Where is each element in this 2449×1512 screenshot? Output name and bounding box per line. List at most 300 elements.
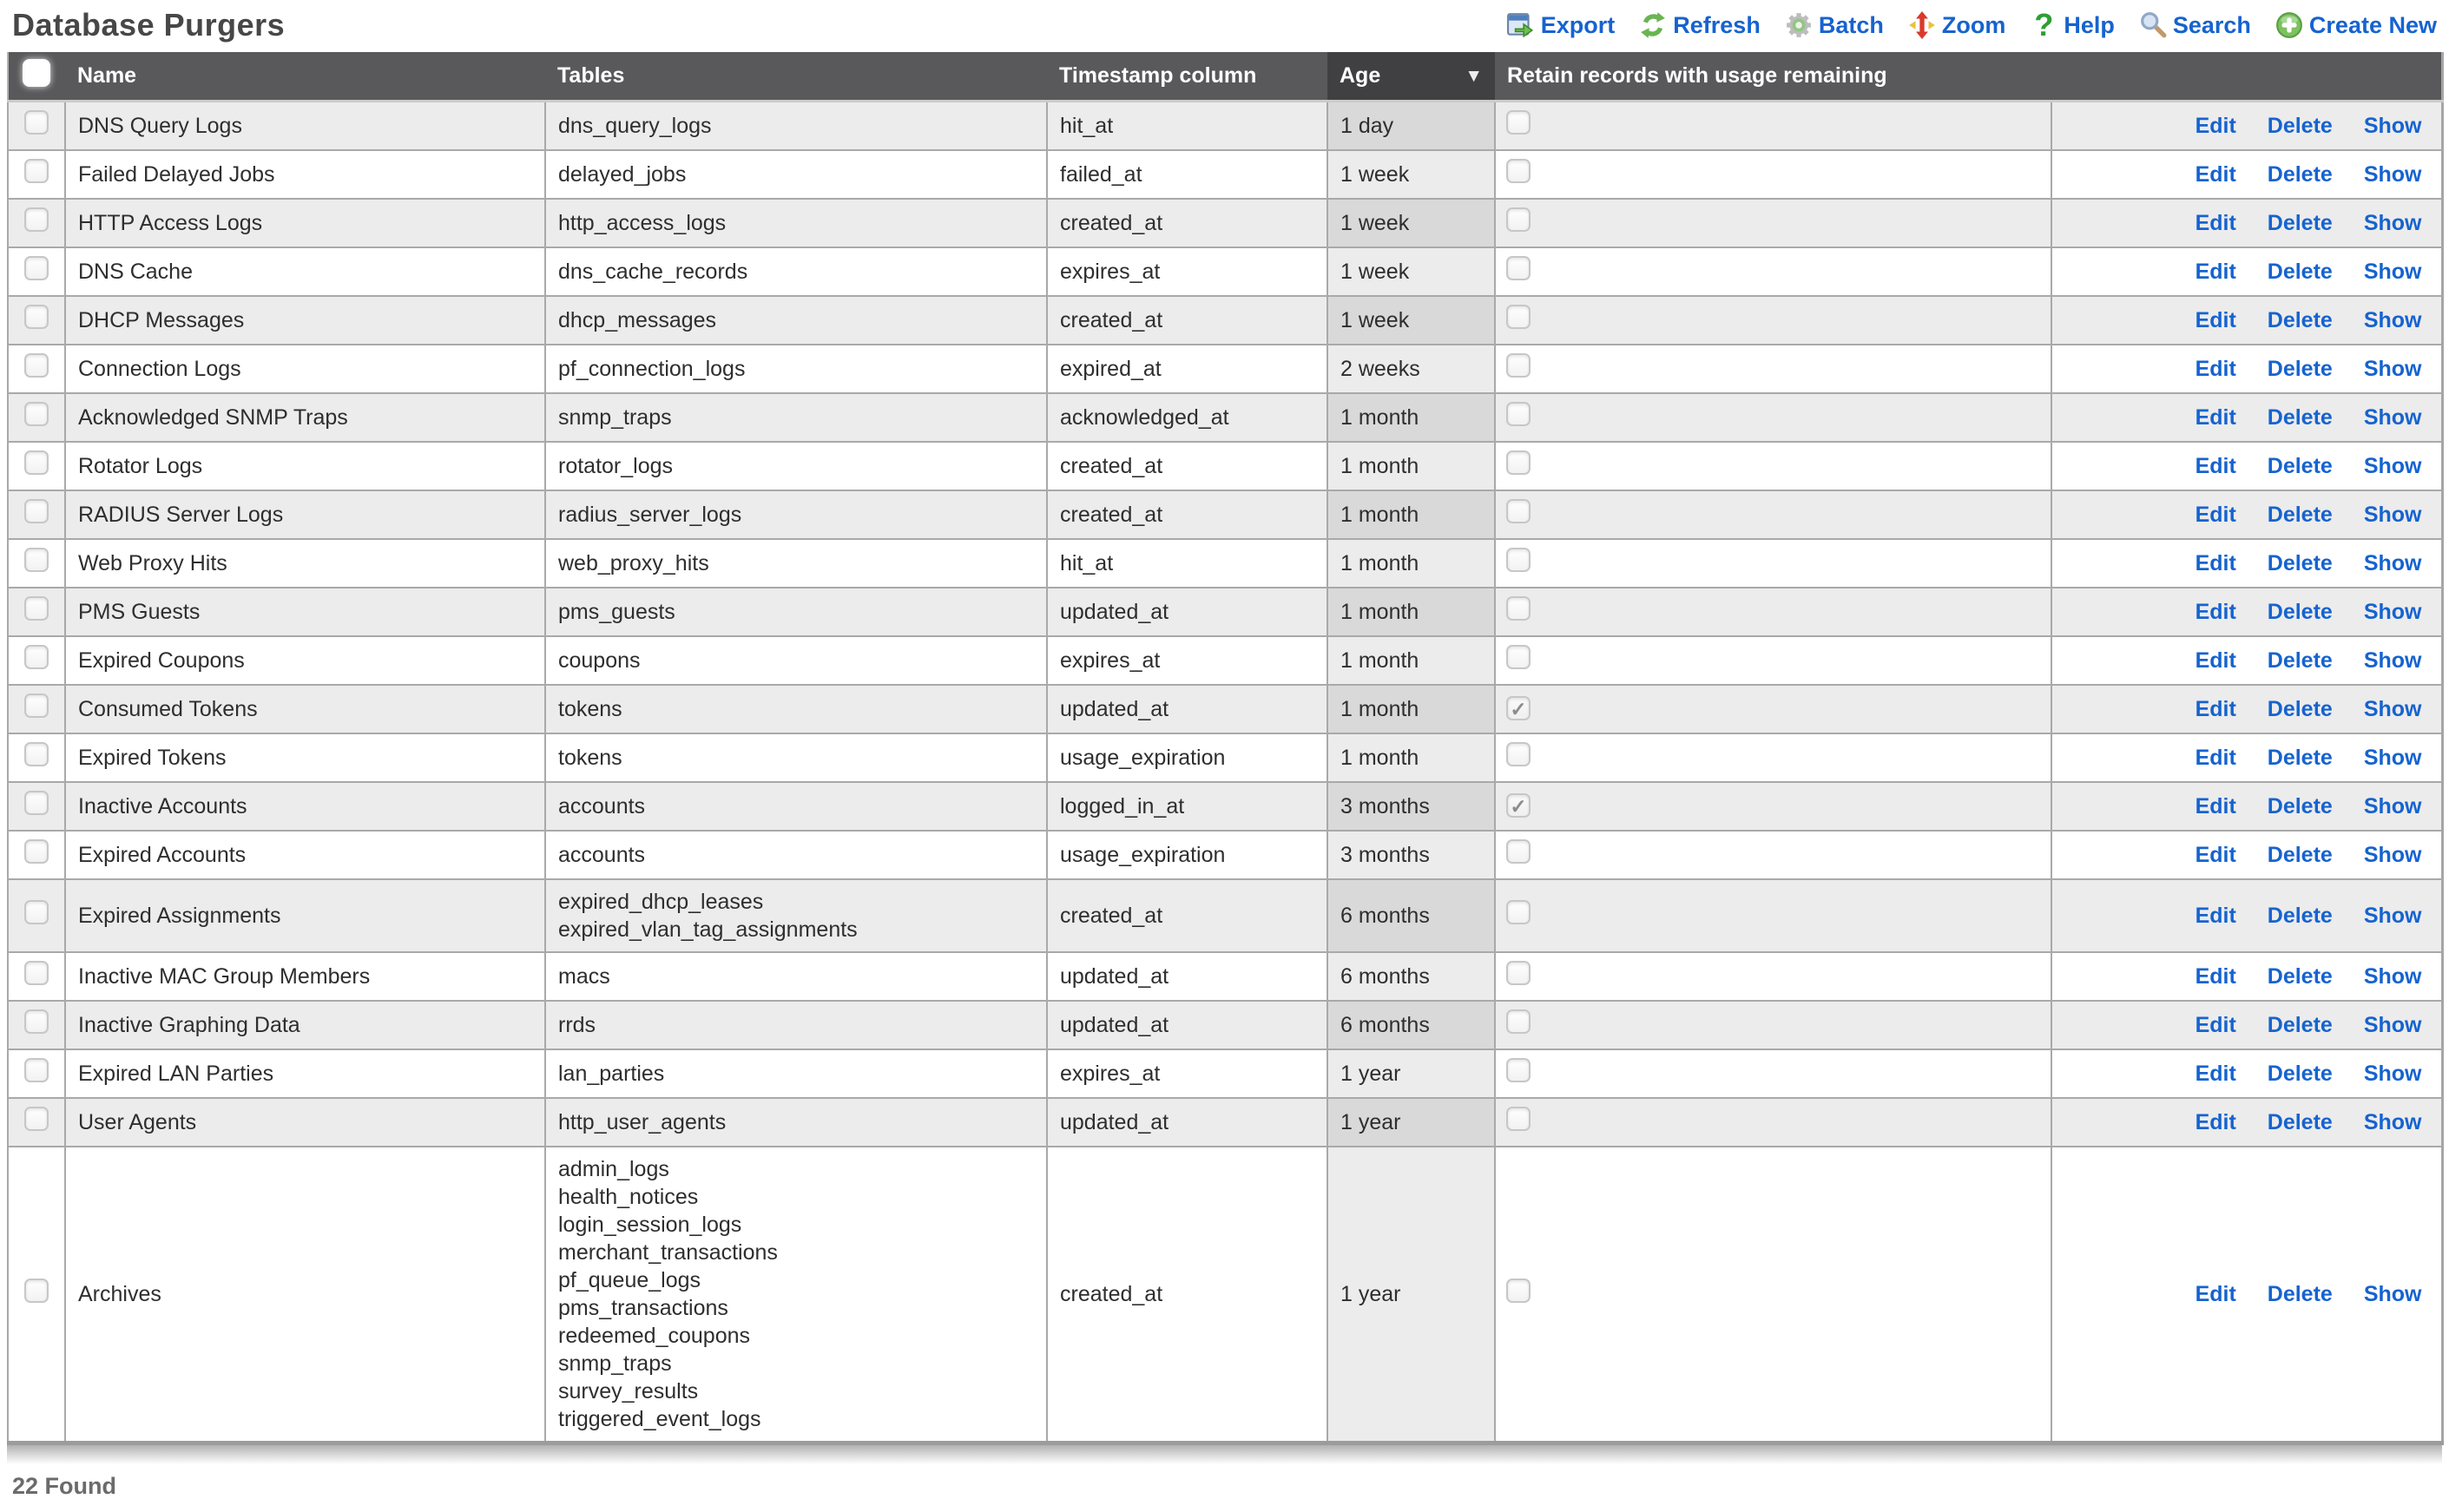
row-name: Rotator Logs bbox=[65, 442, 545, 490]
row-name: Acknowledged SNMP Traps bbox=[65, 393, 545, 442]
sort-desc-icon: ▼ bbox=[1465, 66, 1483, 86]
retain-checkbox[interactable] bbox=[1506, 353, 1531, 378]
delete-link[interactable]: Delete bbox=[2267, 600, 2333, 624]
edit-link[interactable]: Edit bbox=[2195, 405, 2236, 430]
show-link[interactable]: Show bbox=[2363, 503, 2422, 527]
create-new-icon bbox=[2275, 11, 2303, 39]
row-tables bbox=[545, 733, 1047, 782]
row-checkbox[interactable] bbox=[24, 450, 49, 475]
row-actions bbox=[2051, 247, 2442, 296]
edit-link[interactable]: Edit bbox=[2195, 904, 2236, 928]
row-checkbox[interactable] bbox=[24, 900, 49, 924]
refresh-button[interactable] bbox=[1639, 11, 1761, 39]
row-retain-cell bbox=[1495, 102, 2051, 151]
table-row bbox=[8, 490, 2442, 539]
row-name: DHCP Messages bbox=[65, 296, 545, 345]
table-row bbox=[8, 247, 2442, 296]
row-tables bbox=[545, 539, 1047, 588]
row-checkbox[interactable] bbox=[24, 305, 49, 329]
table-row bbox=[8, 733, 2442, 782]
row-tables bbox=[545, 685, 1047, 733]
table-name-line: macs bbox=[558, 964, 610, 989]
row-tables bbox=[545, 345, 1047, 393]
row-checkbox[interactable] bbox=[24, 207, 49, 232]
row-name: Inactive MAC Group Members bbox=[65, 952, 545, 1001]
row-age: 3 months bbox=[1327, 782, 1495, 831]
edit-link[interactable]: Edit bbox=[2195, 211, 2236, 235]
row-checkbox[interactable] bbox=[24, 402, 49, 426]
show-link[interactable]: Show bbox=[2363, 697, 2422, 721]
row-select-cell bbox=[8, 831, 65, 879]
edit-link[interactable]: Edit bbox=[2195, 114, 2236, 138]
retain-checkbox[interactable] bbox=[1506, 1107, 1531, 1131]
delete-link[interactable]: Delete bbox=[2267, 648, 2333, 673]
row-actions bbox=[2051, 199, 2442, 247]
delete-link[interactable]: Delete bbox=[2267, 162, 2333, 187]
row-age: 6 months bbox=[1327, 952, 1495, 1001]
export-icon bbox=[1507, 11, 1535, 39]
delete-link[interactable]: Delete bbox=[2267, 211, 2333, 235]
row-age: 2 weeks bbox=[1327, 345, 1495, 393]
row-age: 1 month bbox=[1327, 685, 1495, 733]
retain-checkbox[interactable] bbox=[1506, 1009, 1531, 1034]
batch-label: Batch bbox=[1818, 11, 1884, 38]
row-timestamp-column: expires_at bbox=[1047, 636, 1327, 685]
row-checkbox[interactable] bbox=[24, 499, 49, 523]
table-name-line: survey_results bbox=[558, 1379, 699, 1404]
row-retain-cell bbox=[1495, 685, 2051, 733]
retain-checkbox[interactable] bbox=[1506, 256, 1531, 280]
zoom-button[interactable] bbox=[1908, 11, 2006, 39]
edit-link[interactable]: Edit bbox=[2195, 648, 2236, 673]
delete-link[interactable]: Delete bbox=[2267, 746, 2333, 770]
table-row bbox=[8, 588, 2442, 636]
retain-checkbox[interactable] bbox=[1506, 548, 1531, 572]
row-tables bbox=[545, 636, 1047, 685]
table-name-line: pms_guests bbox=[558, 600, 675, 624]
delete-link[interactable]: Delete bbox=[2267, 503, 2333, 527]
retain-checkbox[interactable] bbox=[1506, 159, 1531, 183]
edit-link[interactable]: Edit bbox=[2195, 1062, 2236, 1086]
row-timestamp-column: failed_at bbox=[1047, 150, 1327, 199]
row-retain-cell bbox=[1495, 588, 2051, 636]
table-row bbox=[8, 1098, 2442, 1147]
row-actions bbox=[2051, 782, 2442, 831]
show-link[interactable]: Show bbox=[2363, 1062, 2422, 1086]
delete-link[interactable]: Delete bbox=[2267, 1013, 2333, 1037]
row-age: 1 month bbox=[1327, 393, 1495, 442]
column-header-name[interactable]: Name bbox=[65, 52, 545, 102]
row-actions bbox=[2051, 1098, 2442, 1147]
row-select-cell bbox=[8, 345, 65, 393]
row-actions bbox=[2051, 1001, 2442, 1049]
help-button[interactable] bbox=[2030, 7, 2115, 43]
table-name-line: health_notices bbox=[558, 1185, 699, 1209]
row-age: 1 month bbox=[1327, 588, 1495, 636]
delete-link[interactable]: Delete bbox=[2267, 1110, 2333, 1134]
edit-link[interactable]: Edit bbox=[2195, 1013, 2236, 1037]
batch-button[interactable] bbox=[1785, 11, 1884, 39]
row-select-cell bbox=[8, 247, 65, 296]
table-row bbox=[8, 102, 2442, 151]
row-select-cell bbox=[8, 393, 65, 442]
show-link[interactable]: Show bbox=[2363, 211, 2422, 235]
result-count: 22 Found bbox=[12, 1473, 116, 1499]
row-timestamp-column: hit_at bbox=[1047, 102, 1327, 151]
row-checkbox[interactable] bbox=[24, 256, 49, 280]
delete-link[interactable]: Delete bbox=[2267, 794, 2333, 818]
row-select-cell bbox=[8, 1147, 65, 1443]
retain-checkbox[interactable] bbox=[1506, 742, 1531, 766]
table-row bbox=[8, 442, 2442, 490]
row-age: 1 year bbox=[1327, 1147, 1495, 1443]
delete-link[interactable]: Delete bbox=[2267, 260, 2333, 284]
row-checkbox[interactable] bbox=[24, 548, 49, 572]
show-link[interactable]: Show bbox=[2363, 794, 2422, 818]
row-timestamp-column: created_at bbox=[1047, 1147, 1327, 1443]
row-age: 1 week bbox=[1327, 150, 1495, 199]
row-age: 1 month bbox=[1327, 539, 1495, 588]
show-link[interactable]: Show bbox=[2363, 746, 2422, 770]
row-tables bbox=[545, 952, 1047, 1001]
row-actions bbox=[2051, 588, 2442, 636]
row-checkbox[interactable] bbox=[24, 1107, 49, 1131]
retain-checkbox[interactable]: ✓ bbox=[1506, 793, 1531, 818]
edit-link[interactable]: Edit bbox=[2195, 454, 2236, 478]
row-tables bbox=[545, 296, 1047, 345]
row-timestamp-column: updated_at bbox=[1047, 1098, 1327, 1147]
show-link[interactable]: Show bbox=[2363, 308, 2422, 332]
batch-icon bbox=[1785, 11, 1813, 39]
row-retain-cell bbox=[1495, 490, 2051, 539]
row-checkbox[interactable] bbox=[24, 596, 49, 621]
retain-checkbox[interactable] bbox=[1506, 596, 1531, 621]
retain-checkbox[interactable] bbox=[1506, 645, 1531, 669]
row-actions bbox=[2051, 831, 2442, 879]
row-timestamp-column: expires_at bbox=[1047, 1049, 1327, 1098]
page-title: Database Purgers bbox=[12, 7, 286, 43]
row-select-cell bbox=[8, 442, 65, 490]
row-timestamp-column: updated_at bbox=[1047, 952, 1327, 1001]
show-link[interactable]: Show bbox=[2363, 1110, 2422, 1134]
table-header bbox=[8, 52, 2442, 102]
show-link[interactable]: Show bbox=[2363, 648, 2422, 673]
row-select-cell bbox=[8, 733, 65, 782]
row-age: 1 week bbox=[1327, 199, 1495, 247]
row-name: HTTP Access Logs bbox=[65, 199, 545, 247]
row-actions bbox=[2051, 636, 2442, 685]
row-timestamp-column: created_at bbox=[1047, 490, 1327, 539]
row-tables bbox=[545, 1147, 1047, 1443]
row-name: Expired Tokens bbox=[65, 733, 545, 782]
show-link[interactable]: Show bbox=[2363, 260, 2422, 284]
table-row bbox=[8, 685, 2442, 733]
table-name-line: pf_connection_logs bbox=[558, 357, 746, 381]
delete-link[interactable]: Delete bbox=[2267, 308, 2333, 332]
edit-link[interactable]: Edit bbox=[2195, 1110, 2236, 1134]
row-actions bbox=[2051, 150, 2442, 199]
show-link[interactable]: Show bbox=[2363, 1013, 2422, 1037]
row-timestamp-column: usage_expiration bbox=[1047, 831, 1327, 879]
row-tables bbox=[545, 879, 1047, 952]
table-name-line: http_access_logs bbox=[558, 211, 727, 235]
row-timestamp-column: created_at bbox=[1047, 296, 1327, 345]
row-select-cell bbox=[8, 952, 65, 1001]
retain-checkbox[interactable] bbox=[1506, 402, 1531, 426]
search-button[interactable] bbox=[2139, 11, 2251, 39]
show-link[interactable]: Show bbox=[2363, 114, 2422, 138]
export-button[interactable] bbox=[1507, 11, 1616, 39]
table-name-line: accounts bbox=[558, 794, 646, 818]
delete-link[interactable]: Delete bbox=[2267, 1062, 2333, 1086]
table-row bbox=[8, 150, 2442, 199]
delete-link[interactable]: Delete bbox=[2267, 357, 2333, 381]
table-name-line: merchant_transactions bbox=[558, 1240, 778, 1265]
row-timestamp-column: logged_in_at bbox=[1047, 782, 1327, 831]
row-name: Expired Coupons bbox=[65, 636, 545, 685]
table-name-line: accounts bbox=[558, 843, 646, 867]
table-name-line: redeemed_coupons bbox=[558, 1324, 750, 1348]
table-name-line: rrds bbox=[558, 1013, 596, 1037]
row-name: RADIUS Server Logs bbox=[65, 490, 545, 539]
create-new-button[interactable] bbox=[2275, 11, 2437, 39]
row-name: DNS Cache bbox=[65, 247, 545, 296]
table-name-line: lan_parties bbox=[558, 1062, 665, 1086]
column-header-timestamp[interactable]: Timestamp column bbox=[1047, 52, 1327, 102]
row-timestamp-column: created_at bbox=[1047, 879, 1327, 952]
delete-link[interactable]: Delete bbox=[2267, 1282, 2333, 1306]
show-link[interactable]: Show bbox=[2363, 964, 2422, 989]
column-header-retain[interactable]: Retain records with usage remaining bbox=[1495, 52, 2051, 102]
show-link[interactable]: Show bbox=[2363, 162, 2422, 187]
row-checkbox[interactable] bbox=[24, 110, 49, 135]
row-timestamp-column: expires_at bbox=[1047, 247, 1327, 296]
delete-link[interactable]: Delete bbox=[2267, 405, 2333, 430]
row-age: 6 months bbox=[1327, 879, 1495, 952]
row-select-cell bbox=[8, 636, 65, 685]
edit-link[interactable]: Edit bbox=[2195, 260, 2236, 284]
show-link[interactable]: Show bbox=[2363, 600, 2422, 624]
row-actions bbox=[2051, 442, 2442, 490]
help-label: Help bbox=[2064, 11, 2115, 38]
row-checkbox[interactable] bbox=[24, 1009, 49, 1034]
row-select-cell bbox=[8, 490, 65, 539]
retain-checkbox[interactable] bbox=[1506, 1058, 1531, 1082]
row-actions bbox=[2051, 952, 2442, 1001]
row-actions bbox=[2051, 685, 2442, 733]
show-link[interactable]: Show bbox=[2363, 1282, 2422, 1306]
row-checkbox[interactable] bbox=[24, 694, 49, 718]
row-select-cell bbox=[8, 539, 65, 588]
edit-link[interactable]: Edit bbox=[2195, 746, 2236, 770]
row-age: 1 month bbox=[1327, 490, 1495, 539]
row-tables bbox=[545, 1098, 1047, 1147]
show-link[interactable]: Show bbox=[2363, 454, 2422, 478]
table-row bbox=[8, 1147, 2442, 1443]
delete-link[interactable]: Delete bbox=[2267, 454, 2333, 478]
table-name-line: dhcp_messages bbox=[558, 308, 717, 332]
edit-link[interactable]: Edit bbox=[2195, 964, 2236, 989]
row-tables bbox=[545, 831, 1047, 879]
table-name-line: snmp_traps bbox=[558, 405, 672, 430]
table-name-line: delayed_jobs bbox=[558, 162, 687, 187]
zoom-label: Zoom bbox=[1941, 11, 2006, 38]
table-row bbox=[8, 879, 2442, 952]
edit-link[interactable]: Edit bbox=[2195, 357, 2236, 381]
row-timestamp-column: updated_at bbox=[1047, 1001, 1327, 1049]
row-actions bbox=[2051, 345, 2442, 393]
row-retain-cell bbox=[1495, 733, 2051, 782]
row-timestamp-column: hit_at bbox=[1047, 539, 1327, 588]
table-row bbox=[8, 296, 2442, 345]
row-age: 1 week bbox=[1327, 247, 1495, 296]
table-name-line: http_user_agents bbox=[558, 1110, 727, 1134]
delete-link[interactable]: Delete bbox=[2267, 964, 2333, 989]
create-new-label: Create New bbox=[2308, 11, 2437, 38]
row-actions bbox=[2051, 733, 2442, 782]
column-header-tables[interactable]: Tables bbox=[545, 52, 1047, 102]
delete-link[interactable]: Delete bbox=[2267, 904, 2333, 928]
row-select-cell bbox=[8, 782, 65, 831]
row-checkbox[interactable] bbox=[24, 1058, 49, 1082]
row-select-cell bbox=[8, 685, 65, 733]
retain-checkbox[interactable] bbox=[1506, 207, 1531, 232]
retain-checkbox[interactable] bbox=[1506, 900, 1531, 924]
row-checkbox[interactable] bbox=[24, 1279, 49, 1303]
search-label: Search bbox=[2172, 11, 2251, 38]
row-select-cell bbox=[8, 1049, 65, 1098]
table-row bbox=[8, 199, 2442, 247]
delete-link[interactable]: Delete bbox=[2267, 843, 2333, 867]
row-tables bbox=[545, 490, 1047, 539]
edit-link[interactable]: Edit bbox=[2195, 308, 2236, 332]
row-select-cell bbox=[8, 102, 65, 151]
edit-link[interactable]: Edit bbox=[2195, 600, 2236, 624]
retain-checkbox[interactable] bbox=[1506, 499, 1531, 523]
row-age: 3 months bbox=[1327, 831, 1495, 879]
row-retain-cell bbox=[1495, 539, 2051, 588]
row-actions bbox=[2051, 1147, 2442, 1443]
table-name-line: web_proxy_hits bbox=[558, 551, 709, 575]
table-name-line: tokens bbox=[558, 697, 622, 721]
show-link[interactable]: Show bbox=[2363, 405, 2422, 430]
table-row bbox=[8, 636, 2442, 685]
row-name: Web Proxy Hits bbox=[65, 539, 545, 588]
row-checkbox[interactable] bbox=[24, 839, 49, 864]
row-retain-cell bbox=[1495, 1147, 2051, 1443]
row-name: Connection Logs bbox=[65, 345, 545, 393]
edit-link[interactable]: Edit bbox=[2195, 794, 2236, 818]
row-tables bbox=[545, 247, 1047, 296]
edit-link[interactable]: Edit bbox=[2195, 1282, 2236, 1306]
row-actions bbox=[2051, 490, 2442, 539]
row-tables bbox=[545, 393, 1047, 442]
retain-checkbox[interactable]: ✓ bbox=[1506, 696, 1531, 720]
row-timestamp-column: acknowledged_at bbox=[1047, 393, 1327, 442]
row-age: 1 week bbox=[1327, 296, 1495, 345]
row-checkbox[interactable] bbox=[24, 791, 49, 815]
table-row bbox=[8, 539, 2442, 588]
retain-checkbox[interactable] bbox=[1506, 450, 1531, 475]
row-actions bbox=[2051, 539, 2442, 588]
refresh-icon bbox=[1639, 11, 1667, 39]
retain-checkbox[interactable] bbox=[1506, 839, 1531, 864]
select-all-cell bbox=[8, 52, 65, 102]
table-row bbox=[8, 1001, 2442, 1049]
row-name: Inactive Accounts bbox=[65, 782, 545, 831]
row-checkbox[interactable] bbox=[24, 742, 49, 766]
edit-link[interactable]: Edit bbox=[2195, 503, 2236, 527]
show-link[interactable]: Show bbox=[2363, 904, 2422, 928]
select-all-checkbox[interactable] bbox=[23, 59, 50, 87]
row-tables bbox=[545, 442, 1047, 490]
refresh-label: Refresh bbox=[1673, 11, 1761, 38]
column-header-actions bbox=[2051, 52, 2442, 102]
delete-link[interactable]: Delete bbox=[2267, 551, 2333, 575]
retain-checkbox[interactable] bbox=[1506, 1279, 1531, 1303]
row-name: Expired LAN Parties bbox=[65, 1049, 545, 1098]
table-name-line: triggered_event_logs bbox=[558, 1407, 761, 1431]
edit-link[interactable]: Edit bbox=[2195, 551, 2236, 575]
show-link[interactable]: Show bbox=[2363, 357, 2422, 381]
row-age: 1 month bbox=[1327, 442, 1495, 490]
row-tables bbox=[545, 199, 1047, 247]
table-bottom-shadow bbox=[7, 1445, 2442, 1464]
edit-link[interactable]: Edit bbox=[2195, 162, 2236, 187]
table-row bbox=[8, 393, 2442, 442]
retain-checkbox[interactable] bbox=[1506, 305, 1531, 329]
table-name-line: radius_server_logs bbox=[558, 503, 742, 527]
row-checkbox[interactable] bbox=[24, 159, 49, 183]
table-row bbox=[8, 1049, 2442, 1098]
delete-link[interactable]: Delete bbox=[2267, 697, 2333, 721]
row-tables bbox=[545, 1049, 1047, 1098]
row-checkbox[interactable] bbox=[24, 961, 49, 985]
retain-checkbox[interactable] bbox=[1506, 110, 1531, 135]
row-checkbox[interactable] bbox=[24, 645, 49, 669]
row-name: Consumed Tokens bbox=[65, 685, 545, 733]
row-age: 1 year bbox=[1327, 1049, 1495, 1098]
show-link[interactable]: Show bbox=[2363, 551, 2422, 575]
row-select-cell bbox=[8, 1001, 65, 1049]
search-icon bbox=[2139, 11, 2167, 39]
row-age: 1 month bbox=[1327, 733, 1495, 782]
row-timestamp-column: updated_at bbox=[1047, 685, 1327, 733]
row-retain-cell bbox=[1495, 782, 2051, 831]
row-tables bbox=[545, 588, 1047, 636]
row-actions bbox=[2051, 296, 2442, 345]
column-header-age[interactable] bbox=[1327, 52, 1495, 102]
purgers-table bbox=[7, 52, 2444, 1445]
row-select-cell bbox=[8, 296, 65, 345]
row-checkbox[interactable] bbox=[24, 353, 49, 378]
edit-link[interactable]: Edit bbox=[2195, 843, 2236, 867]
table-name-line: pf_queue_logs bbox=[558, 1268, 701, 1292]
row-timestamp-column: expired_at bbox=[1047, 345, 1327, 393]
export-label: Export bbox=[1540, 11, 1616, 38]
row-name: Expired Accounts bbox=[65, 831, 545, 879]
row-timestamp-column: created_at bbox=[1047, 199, 1327, 247]
row-timestamp-column: usage_expiration bbox=[1047, 733, 1327, 782]
delete-link[interactable]: Delete bbox=[2267, 114, 2333, 138]
row-actions bbox=[2051, 102, 2442, 151]
retain-checkbox[interactable] bbox=[1506, 961, 1531, 985]
row-timestamp-column: created_at bbox=[1047, 442, 1327, 490]
purgers-table-body bbox=[8, 102, 2442, 1443]
row-actions bbox=[2051, 1049, 2442, 1098]
show-link[interactable]: Show bbox=[2363, 843, 2422, 867]
edit-link[interactable]: Edit bbox=[2195, 697, 2236, 721]
